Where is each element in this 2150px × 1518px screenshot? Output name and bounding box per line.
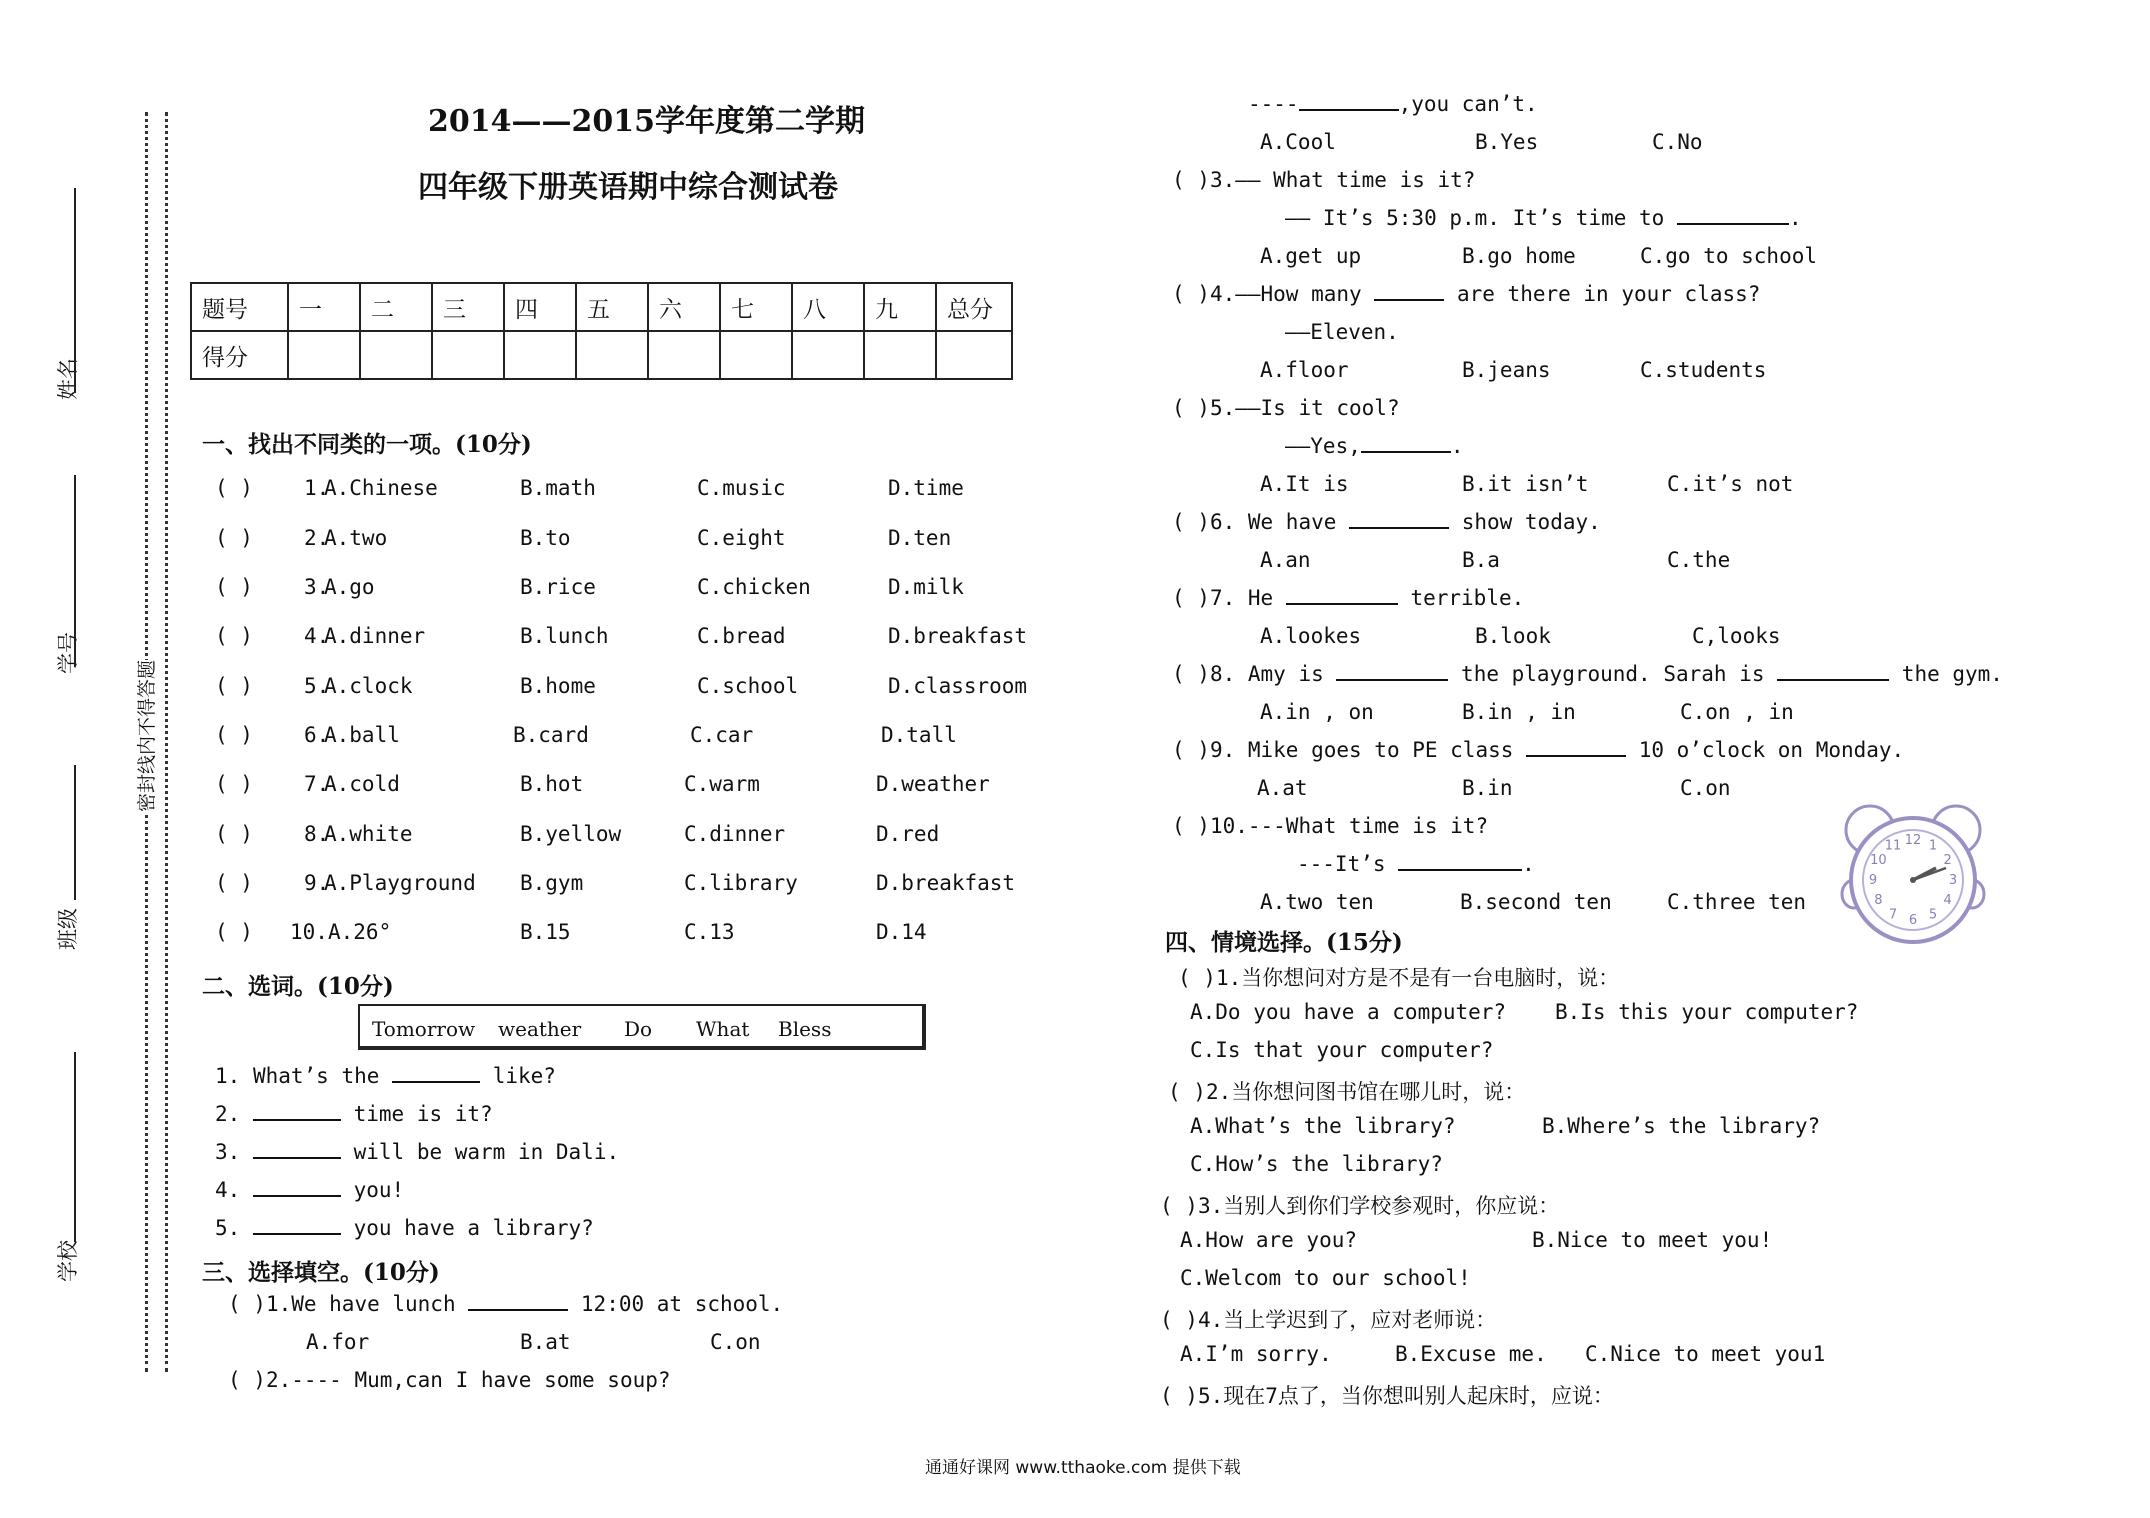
word-bank-item: Tomorrow xyxy=(372,1017,476,1041)
table-cell: 一 xyxy=(288,283,360,331)
mc-question-continued: ---- ,you can’t. xyxy=(1248,92,1538,116)
score-cell[interactable] xyxy=(504,331,576,379)
mc-option[interactable]: A.in , on xyxy=(1260,700,1374,724)
answer-paren[interactable]: ( ) xyxy=(215,871,253,895)
mc-option[interactable]: B.Yes xyxy=(1475,130,1539,154)
word-bank-item: weather xyxy=(498,1017,582,1041)
mc-option[interactable]: C.Is that your computer? xyxy=(1190,1038,1494,1062)
mc-option[interactable]: A.ball xyxy=(324,723,400,747)
item-number: 5. xyxy=(304,674,330,698)
clock-number: 9 xyxy=(1868,873,1878,888)
table-cell: 得分 xyxy=(191,331,288,379)
mc-option[interactable]: A.Do you have a computer? xyxy=(1190,1000,1507,1024)
item-number: 6. xyxy=(304,723,330,747)
table-cell: 八 xyxy=(792,283,864,331)
word-bank-item: Do xyxy=(624,1017,653,1041)
item-number: 8. xyxy=(304,822,330,846)
fill-item: 2. time is it? xyxy=(215,1102,493,1126)
clock-number: 12 xyxy=(1904,833,1922,848)
score-cell[interactable] xyxy=(648,331,720,379)
mc-option[interactable]: B.in xyxy=(1462,776,1513,800)
mc-option[interactable]: B.to xyxy=(520,526,571,550)
mc-question: ( )3.—— What time is it? xyxy=(1172,168,1476,192)
mc-option[interactable]: C,looks xyxy=(1692,624,1781,648)
answer-blank[interactable] xyxy=(1398,868,1522,871)
mc-option[interactable]: B.second ten xyxy=(1460,890,1612,914)
answer-blank[interactable] xyxy=(253,1156,341,1159)
table-cell: 六 xyxy=(648,283,720,331)
mc-question-line2: —— It’s 5:30 p.m. It’s time to . xyxy=(1285,206,1802,230)
answer-blank[interactable] xyxy=(1777,678,1889,681)
mc-option[interactable]: C.13 xyxy=(684,920,735,944)
class-label: 班级 xyxy=(56,908,80,950)
word-bank-item: Bless xyxy=(778,1017,832,1041)
exam-title: 四年级下册英语期中综合测试卷 xyxy=(418,170,838,205)
mc-question: ( )2.当你想问图书馆在哪儿时，说： xyxy=(1168,1080,1526,1104)
mc-option[interactable]: A.lookes xyxy=(1260,624,1362,648)
mc-option[interactable]: D.weather xyxy=(876,772,990,796)
mc-option[interactable]: A.It is xyxy=(1260,472,1349,496)
mc-question: ( )5.——Is it cool? xyxy=(1172,396,1400,420)
score-table-header-row xyxy=(191,283,1012,331)
mc-option[interactable]: C.Nice to meet you1 xyxy=(1585,1342,1826,1366)
answer-blank[interactable] xyxy=(1374,298,1444,301)
score-table xyxy=(190,282,1013,380)
answer-blank[interactable] xyxy=(1286,602,1398,605)
mc-question: ( )1.当你想问对方是不是有一台电脑时，说： xyxy=(1178,966,1620,990)
mc-option[interactable]: A.Playground xyxy=(324,871,476,895)
answer-paren[interactable]: ( ) xyxy=(215,920,253,944)
mc-option[interactable]: B.it isn’t xyxy=(1462,472,1589,496)
clock-number: 2 xyxy=(1943,853,1952,868)
mc-option[interactable]: D.milk xyxy=(888,575,964,599)
fill-item: 1. What’s the like? xyxy=(215,1064,556,1088)
mc-option[interactable]: C.bread xyxy=(697,624,786,648)
word-bank-item: What xyxy=(696,1017,750,1041)
mc-option[interactable]: B.gym xyxy=(520,871,584,895)
table-cell: 五 xyxy=(576,283,648,331)
clock-number: 7 xyxy=(1888,907,1898,923)
mc-question: ( )10.---What time is it? xyxy=(1172,814,1489,838)
mc-option[interactable]: B.rice xyxy=(520,575,596,599)
answer-paren[interactable]: ( ) xyxy=(215,723,253,747)
mc-option[interactable]: A.How are you? xyxy=(1180,1228,1358,1252)
mc-option[interactable]: A.Chinese xyxy=(324,476,438,500)
seal-dotted-line-right xyxy=(165,112,168,1372)
clock-number: 11 xyxy=(1884,838,1902,854)
mc-option[interactable]: C.No xyxy=(1652,130,1703,154)
mc-option[interactable]: A.two xyxy=(324,526,388,550)
table-cell: 七 xyxy=(720,283,792,331)
mc-option[interactable]: A.cold xyxy=(324,772,400,796)
mc-option[interactable]: B.in , in xyxy=(1462,700,1576,724)
mc-option[interactable]: A.at xyxy=(1257,776,1308,800)
table-cell: 三 xyxy=(432,283,504,331)
mc-question: ( )3.当别人到你们学校参观时，你应说： xyxy=(1160,1194,1560,1218)
class-underline xyxy=(74,765,76,900)
mc-question: ( )1.We have lunch 12:00 at school. xyxy=(228,1292,784,1316)
clock-number: 1 xyxy=(1928,838,1938,854)
mc-option[interactable]: C.chicken xyxy=(697,575,811,599)
section4-heading: 四、情境选择。(15分) xyxy=(1165,929,1403,956)
answer-paren[interactable]: ( ) xyxy=(215,822,253,846)
mc-option[interactable]: C.library xyxy=(684,871,798,895)
answer-blank[interactable] xyxy=(1361,450,1451,453)
section1-heading: 一、找出不同类的一项。(10分) xyxy=(202,431,532,458)
mc-option[interactable]: A.an xyxy=(1260,548,1311,572)
mc-option[interactable]: A.I’m sorry. xyxy=(1180,1342,1332,1366)
mc-option[interactable]: C.dinner xyxy=(684,822,786,846)
answer-blank[interactable] xyxy=(1349,526,1449,529)
mc-question: ( )4.——How many are there in your class? xyxy=(1172,282,1761,306)
mc-option[interactable]: B.Excuse me. xyxy=(1395,1342,1547,1366)
answer-paren[interactable]: ( ) xyxy=(215,476,253,500)
mc-option[interactable]: B.yellow xyxy=(520,822,622,846)
mc-question-line2: ——Eleven. xyxy=(1285,320,1399,344)
mc-option[interactable]: B.jeans xyxy=(1462,358,1551,382)
item-number: 9. xyxy=(304,871,330,895)
mc-option[interactable]: A.two ten xyxy=(1260,890,1374,914)
item-number: 2. xyxy=(304,526,330,550)
number-label: 学号 xyxy=(56,632,80,674)
word-bank-box xyxy=(358,1004,926,1050)
section2-heading: 二、选词。(10分) xyxy=(202,973,394,1000)
answer-paren[interactable]: ( ) xyxy=(215,674,253,698)
answer-paren[interactable]: ( ) xyxy=(215,575,253,599)
score-cell[interactable] xyxy=(360,331,432,379)
mc-option[interactable]: C.students xyxy=(1640,358,1767,382)
mc-option[interactable]: B.look xyxy=(1475,624,1551,648)
mc-question: ( )2.---- Mum,can I have some soup? xyxy=(228,1368,671,1392)
answer-blank[interactable] xyxy=(1677,222,1789,225)
mc-option[interactable]: C.the xyxy=(1667,548,1731,572)
table-cell: 九 xyxy=(864,283,936,331)
footer-credit: 通通好课网 www.tthaoke.com 提供下载 xyxy=(925,1458,1241,1478)
answer-paren[interactable]: ( ) xyxy=(215,526,253,550)
answer-paren[interactable]: ( ) xyxy=(215,624,253,648)
number-underline xyxy=(74,475,76,667)
mc-option[interactable]: A.26° xyxy=(328,920,392,944)
clock-number: 4 xyxy=(1943,893,1952,908)
mc-question-line2: ---It’s . xyxy=(1297,852,1535,876)
mc-option[interactable]: B.Nice to meet you! xyxy=(1532,1228,1773,1252)
answer-blank[interactable] xyxy=(253,1118,341,1121)
mc-option[interactable]: A.floor xyxy=(1260,358,1349,382)
mc-option[interactable]: B.a xyxy=(1462,548,1500,572)
name-label: 姓名 xyxy=(56,358,80,400)
mc-option[interactable]: B.hot xyxy=(520,772,584,796)
mc-option[interactable]: A.What’s the library? xyxy=(1190,1114,1456,1138)
fill-item: 4. you! xyxy=(215,1178,405,1202)
mc-option[interactable]: A.white xyxy=(324,822,413,846)
mc-option[interactable]: B.home xyxy=(520,674,596,698)
fill-item: 5. you have a library? xyxy=(215,1216,594,1240)
seal-warning: 密封线内不得答题 xyxy=(132,660,159,812)
mc-option[interactable]: D.red xyxy=(876,822,940,846)
mc-option[interactable]: B.15 xyxy=(520,920,571,944)
mc-option[interactable]: B.go home xyxy=(1462,244,1576,268)
mc-option[interactable]: D.breakfast xyxy=(876,871,1016,895)
mc-option[interactable]: D.14 xyxy=(876,920,927,944)
score-cell[interactable] xyxy=(288,331,360,379)
mc-option[interactable]: A.clock xyxy=(324,674,413,698)
mc-option[interactable]: C.go to school xyxy=(1640,244,1818,268)
mc-option[interactable]: C.warm xyxy=(684,772,760,796)
item-number: 4. xyxy=(304,624,330,648)
score-cell[interactable] xyxy=(576,331,648,379)
mc-option[interactable]: D.classroom xyxy=(888,674,1028,698)
table-cell: 题号 xyxy=(191,283,288,331)
school-underline xyxy=(74,1052,76,1242)
name-underline xyxy=(74,188,76,393)
mc-option[interactable]: D.tall xyxy=(881,723,957,747)
answer-blank[interactable] xyxy=(1336,678,1448,681)
mc-question: ( )8. Amy is the playground. Sarah is the gym. xyxy=(1172,662,2003,686)
mc-option[interactable]: A.Cool xyxy=(1260,130,1336,154)
mc-option[interactable]: C.eight xyxy=(697,526,786,550)
mc-question: ( )7. He terrible. xyxy=(1172,586,1525,610)
mc-option[interactable]: B.card xyxy=(513,723,589,747)
mc-question-line2: ——Yes, . xyxy=(1285,434,1464,458)
item-number: 7. xyxy=(304,772,330,796)
mc-option[interactable]: C.music xyxy=(697,476,786,500)
clock-number: 5 xyxy=(1928,907,1938,923)
answer-paren[interactable]: ( ) xyxy=(215,772,253,796)
item-number: 1. xyxy=(304,476,330,500)
mc-option[interactable]: A.dinner xyxy=(324,624,426,648)
mc-option[interactable]: A.for xyxy=(306,1330,370,1354)
mc-question: ( )6. We have show today. xyxy=(1172,510,1601,534)
mc-option[interactable]: D.time xyxy=(888,476,964,500)
section3-heading: 三、选择填空。(10分) xyxy=(202,1259,440,1286)
mc-option[interactable]: D.ten xyxy=(888,526,952,550)
mc-option[interactable]: B.at xyxy=(520,1330,571,1354)
fill-item: 3. will be warm in Dali. xyxy=(215,1140,620,1164)
mc-option[interactable]: C.on xyxy=(1680,776,1731,800)
score-cell[interactable] xyxy=(432,331,504,379)
score-cell[interactable] xyxy=(792,331,864,379)
mc-option[interactable]: B.lunch xyxy=(520,624,609,648)
item-number: 10. xyxy=(290,920,328,944)
mc-option[interactable]: A.go xyxy=(324,575,375,599)
alarm-clock-icon xyxy=(1838,802,1988,948)
answer-blank[interactable] xyxy=(392,1080,480,1083)
mc-option[interactable]: B.math xyxy=(520,476,596,500)
clock-number: 8 xyxy=(1874,893,1883,908)
exam-year-title: 2014——2015学年度第二学期 xyxy=(428,104,865,139)
table-cell: 二 xyxy=(360,283,432,331)
mc-question: ( )4.当上学迟到了，应对老师说： xyxy=(1160,1308,1497,1332)
mc-question: ( )5.现在7点了，当你想叫别人起床时，应说： xyxy=(1160,1384,1614,1408)
score-table-score-row xyxy=(191,331,1012,379)
mc-option[interactable]: C.car xyxy=(690,723,754,747)
mc-option[interactable]: B.Where’s the library? xyxy=(1542,1114,1821,1138)
mc-option[interactable]: C.on , in xyxy=(1680,700,1794,724)
item-number: 3. xyxy=(304,575,330,599)
score-cell[interactable] xyxy=(936,331,1012,379)
school-label: 学校 xyxy=(56,1240,80,1282)
mc-option[interactable]: C.school xyxy=(697,674,799,698)
mc-option[interactable]: C.on xyxy=(710,1330,761,1354)
mc-option[interactable]: C.How’s the library? xyxy=(1190,1152,1443,1176)
clock-number: 3 xyxy=(1948,873,1958,888)
table-cell: 总分 xyxy=(936,283,1012,331)
score-cell[interactable] xyxy=(720,331,792,379)
clock-number: 6 xyxy=(1908,913,1918,928)
mc-option[interactable]: C.it’s not xyxy=(1667,472,1794,496)
table-cell: 四 xyxy=(504,283,576,331)
score-cell[interactable] xyxy=(864,331,936,379)
answer-blank[interactable] xyxy=(253,1232,341,1235)
mc-option[interactable]: A.get up xyxy=(1260,244,1362,268)
answer-blank[interactable] xyxy=(1526,754,1626,757)
mc-option[interactable]: B.Is this your computer? xyxy=(1555,1000,1859,1024)
mc-option[interactable]: C.Welcom to our school! xyxy=(1180,1266,1471,1290)
answer-blank[interactable] xyxy=(1299,108,1399,111)
answer-blank[interactable] xyxy=(468,1308,568,1311)
mc-option[interactable]: D.breakfast xyxy=(888,624,1028,648)
mc-option[interactable]: C.three ten xyxy=(1667,890,1807,914)
mc-question: ( )9. Mike goes to PE class 10 o’clock on Monday. xyxy=(1172,738,1905,762)
clock-number: 10 xyxy=(1870,853,1887,868)
answer-blank[interactable] xyxy=(253,1194,341,1197)
